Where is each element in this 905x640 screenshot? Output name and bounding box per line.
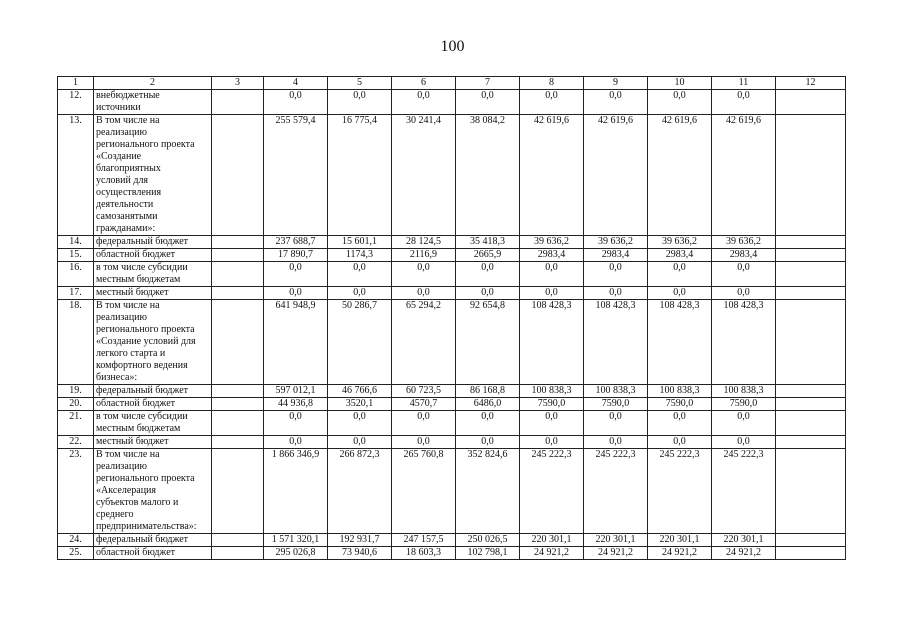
value-cell: 18 603,3 [392,547,456,560]
row-number-cell: 14. [58,236,94,249]
value-cell: 3520,1 [328,398,392,411]
value-cell: 0,0 [520,90,584,115]
value-cell: 0,0 [264,90,328,115]
value-cell: 0,0 [328,90,392,115]
value-cell: 0,0 [328,411,392,436]
value-cell: 352 824,6 [456,449,520,534]
column-number-cell: 4 [264,77,328,90]
value-cell: 0,0 [264,262,328,287]
table-row [58,300,846,385]
value-cell: 86 168,8 [456,385,520,398]
value-cell: 42 619,6 [712,115,776,236]
value-cell: 0,0 [584,262,648,287]
table-body [58,77,846,560]
row-label-line: местным бюджетам [96,423,181,434]
value-cell: 597 012,1 [264,385,328,398]
row-number-cell: 17. [58,287,94,300]
value-cell: 0,0 [264,436,328,449]
empty-cell-col12 [776,90,846,115]
row-number-cell: 18. [58,300,94,385]
row-label-cell [94,90,212,115]
table-row [58,411,846,436]
row-number-cell: 22. [58,436,94,449]
value-cell: 39 636,2 [712,236,776,249]
table-row [58,449,846,534]
row-label-line: федеральный бюджет [96,534,189,545]
value-cell: 60 723,5 [392,385,456,398]
row-number-cell: 25. [58,547,94,560]
value-cell: 38 084,2 [456,115,520,236]
value-cell: 44 936,8 [264,398,328,411]
value-cell: 2983,4 [584,249,648,262]
value-cell: 1 571 320,1 [264,534,328,547]
value-cell: 4570,7 [392,398,456,411]
value-cell: 2983,4 [520,249,584,262]
value-cell: 237 688,7 [264,236,328,249]
column-number-cell: 6 [392,77,456,90]
value-cell: 46 766,6 [328,385,392,398]
value-cell: 0,0 [456,90,520,115]
value-cell: 255 579,4 [264,115,328,236]
value-cell: 220 301,1 [712,534,776,547]
row-label-line: В том числе на [96,449,160,460]
value-cell: 2983,4 [648,249,712,262]
row-label-line: В том числе на [96,115,160,126]
value-cell: 0,0 [584,436,648,449]
row-label-line: комфортного ведения [96,360,188,371]
empty-cell-col12 [776,398,846,411]
table-row [58,90,846,115]
value-cell: 65 294,2 [392,300,456,385]
value-cell: 0,0 [584,287,648,300]
page-number: 100 [440,38,465,55]
row-number-cell: 20. [58,398,94,411]
value-cell: 39 636,2 [520,236,584,249]
value-cell: 0,0 [456,411,520,436]
empty-cell-col3 [212,547,264,560]
row-label-line: «Акселерация [96,485,156,496]
row-number-cell: 13. [58,115,94,236]
value-cell: 295 026,8 [264,547,328,560]
table-row [58,249,846,262]
value-cell: 24 921,2 [648,547,712,560]
value-cell: 100 838,3 [712,385,776,398]
value-cell: 245 222,3 [520,449,584,534]
value-cell: 0,0 [584,90,648,115]
value-cell: 6486,0 [456,398,520,411]
empty-cell-col12 [776,534,846,547]
table-row [58,385,846,398]
value-cell: 1174,3 [328,249,392,262]
row-label-line: предпринимательства»: [96,521,197,532]
row-label-line: регионального проекта [96,473,195,484]
table-row [58,262,846,287]
row-label-line: реализацию [96,312,147,323]
table-row [58,534,846,547]
row-label-line: «Создание [96,151,142,162]
empty-cell-col3 [212,300,264,385]
row-label-cell [94,398,212,411]
row-label-line: областной бюджет [96,249,176,260]
value-cell: 2983,4 [712,249,776,262]
empty-cell-col3 [212,385,264,398]
table-row [58,436,846,449]
row-label-line: местный бюджет [96,287,169,298]
value-cell: 247 157,5 [392,534,456,547]
value-cell: 0,0 [712,411,776,436]
value-cell: 30 241,4 [392,115,456,236]
row-label-line: благоприятных [96,163,161,174]
value-cell: 16 775,4 [328,115,392,236]
empty-cell-col12 [776,115,846,236]
value-cell: 0,0 [648,411,712,436]
table-row [58,287,846,300]
value-cell: 0,0 [456,436,520,449]
value-cell: 7590,0 [520,398,584,411]
row-label-line: в том числе субсидии [96,411,188,422]
value-cell: 2116,9 [392,249,456,262]
empty-cell-col3 [212,115,264,236]
column-number-row [58,77,846,90]
empty-cell-col12 [776,411,846,436]
value-cell: 245 222,3 [712,449,776,534]
value-cell: 220 301,1 [520,534,584,547]
value-cell: 24 921,2 [520,547,584,560]
value-cell: 7590,0 [584,398,648,411]
value-cell: 0,0 [648,436,712,449]
budget-table [57,76,846,560]
row-label-line: местный бюджет [96,436,169,447]
row-label-line: федеральный бюджет [96,236,189,247]
value-cell: 108 428,3 [712,300,776,385]
row-label-line: субъектов малого и [96,497,179,508]
value-cell: 0,0 [328,287,392,300]
row-label-line: бизнеса»: [96,372,138,383]
row-label-line: «Создание условий для [96,336,196,347]
row-number-cell: 12. [58,90,94,115]
row-number-cell: 16. [58,262,94,287]
table-row [58,547,846,560]
empty-cell-col3 [212,398,264,411]
value-cell: 42 619,6 [648,115,712,236]
row-label-cell [94,385,212,398]
value-cell: 0,0 [520,262,584,287]
row-label-line: источники [96,102,141,113]
row-label-line: осуществления [96,187,162,198]
column-number-cell: 3 [212,77,264,90]
row-label-line: регионального проекта [96,324,195,335]
value-cell: 35 418,3 [456,236,520,249]
value-cell: 73 940,6 [328,547,392,560]
value-cell: 2665,9 [456,249,520,262]
value-cell: 0,0 [648,262,712,287]
value-cell: 0,0 [392,262,456,287]
table-row [58,115,846,236]
row-label-line: в том числе субсидии [96,262,188,273]
table-row [58,398,846,411]
row-label-cell [94,436,212,449]
value-cell: 108 428,3 [584,300,648,385]
value-cell: 0,0 [456,262,520,287]
value-cell: 0,0 [392,90,456,115]
value-cell: 0,0 [456,287,520,300]
value-cell: 102 798,1 [456,547,520,560]
value-cell: 28 124,5 [392,236,456,249]
row-number-cell: 19. [58,385,94,398]
value-cell: 0,0 [520,411,584,436]
value-cell: 0,0 [328,436,392,449]
value-cell: 0,0 [712,287,776,300]
value-cell: 15 601,1 [328,236,392,249]
value-cell: 0,0 [392,411,456,436]
value-cell: 100 838,3 [584,385,648,398]
empty-cell-col12 [776,249,846,262]
value-cell: 92 654,8 [456,300,520,385]
row-number-cell: 15. [58,249,94,262]
value-cell: 0,0 [392,436,456,449]
empty-cell-col12 [776,449,846,534]
column-number-cell: 7 [456,77,520,90]
value-cell: 17 890,7 [264,249,328,262]
value-cell: 0,0 [264,287,328,300]
column-number-cell: 2 [94,77,212,90]
empty-cell-col3 [212,236,264,249]
row-label-line: гражданами»: [96,223,156,234]
column-number-cell: 10 [648,77,712,90]
value-cell: 100 838,3 [520,385,584,398]
table-row [58,236,846,249]
value-cell: 0,0 [520,436,584,449]
row-label-line: внебюджетные [96,90,160,101]
row-label-cell [94,449,212,534]
row-number-cell: 24. [58,534,94,547]
value-cell: 641 948,9 [264,300,328,385]
empty-cell-col3 [212,449,264,534]
row-label-cell [94,411,212,436]
row-label-line: среднего [96,509,134,520]
empty-cell-col3 [212,411,264,436]
value-cell: 1 866 346,9 [264,449,328,534]
row-label-line: областной бюджет [96,398,176,409]
empty-cell-col3 [212,287,264,300]
value-cell: 0,0 [584,411,648,436]
empty-cell-col12 [776,436,846,449]
value-cell: 265 760,8 [392,449,456,534]
row-label-line: легкого старта и [96,348,166,359]
value-cell: 24 921,2 [712,547,776,560]
value-cell: 100 838,3 [648,385,712,398]
value-cell: 266 872,3 [328,449,392,534]
empty-cell-col12 [776,547,846,560]
value-cell: 0,0 [392,287,456,300]
empty-cell-col12 [776,236,846,249]
empty-cell-col12 [776,287,846,300]
row-label-cell [94,249,212,262]
empty-cell-col12 [776,385,846,398]
row-label-cell [94,300,212,385]
empty-cell-col3 [212,534,264,547]
value-cell: 0,0 [712,436,776,449]
row-label-line: регионального проекта [96,139,195,150]
value-cell: 220 301,1 [648,534,712,547]
row-label-cell [94,534,212,547]
empty-cell-col3 [212,262,264,287]
value-cell: 24 921,2 [584,547,648,560]
empty-cell-col3 [212,90,264,115]
column-number-cell: 8 [520,77,584,90]
column-number-cell: 5 [328,77,392,90]
value-cell: 245 222,3 [648,449,712,534]
value-cell: 39 636,2 [648,236,712,249]
value-cell: 42 619,6 [520,115,584,236]
value-cell: 108 428,3 [520,300,584,385]
column-number-cell: 12 [776,77,846,90]
value-cell: 50 286,7 [328,300,392,385]
row-label-cell [94,287,212,300]
value-cell: 0,0 [648,287,712,300]
column-number-cell: 9 [584,77,648,90]
value-cell: 220 301,1 [584,534,648,547]
row-label-line: областной бюджет [96,547,176,558]
row-label-cell [94,115,212,236]
value-cell: 42 619,6 [584,115,648,236]
row-label-cell [94,236,212,249]
value-cell: 0,0 [712,90,776,115]
column-number-cell: 11 [712,77,776,90]
empty-cell-col3 [212,249,264,262]
empty-cell-col12 [776,262,846,287]
row-label-cell [94,262,212,287]
value-cell: 0,0 [712,262,776,287]
empty-cell-col3 [212,436,264,449]
value-cell: 0,0 [648,90,712,115]
value-cell: 108 428,3 [648,300,712,385]
value-cell: 250 026,5 [456,534,520,547]
row-label-line: реализацию [96,461,147,472]
row-label-line: реализацию [96,127,147,138]
value-cell: 192 931,7 [328,534,392,547]
row-label-line: самозанятыми [96,211,158,222]
value-cell: 245 222,3 [584,449,648,534]
row-label-line: условий для [96,175,149,186]
row-label-line: В том числе на [96,300,160,311]
value-cell: 0,0 [520,287,584,300]
row-label-line: деятельности [96,199,154,210]
value-cell: 7590,0 [712,398,776,411]
row-label-cell [94,547,212,560]
value-cell: 7590,0 [648,398,712,411]
row-number-cell: 23. [58,449,94,534]
value-cell: 0,0 [328,262,392,287]
row-number-cell: 21. [58,411,94,436]
empty-cell-col12 [776,300,846,385]
value-cell: 39 636,2 [584,236,648,249]
column-number-cell: 1 [58,77,94,90]
row-label-line: федеральный бюджет [96,385,189,396]
value-cell: 0,0 [264,411,328,436]
row-label-line: местным бюджетам [96,274,181,285]
